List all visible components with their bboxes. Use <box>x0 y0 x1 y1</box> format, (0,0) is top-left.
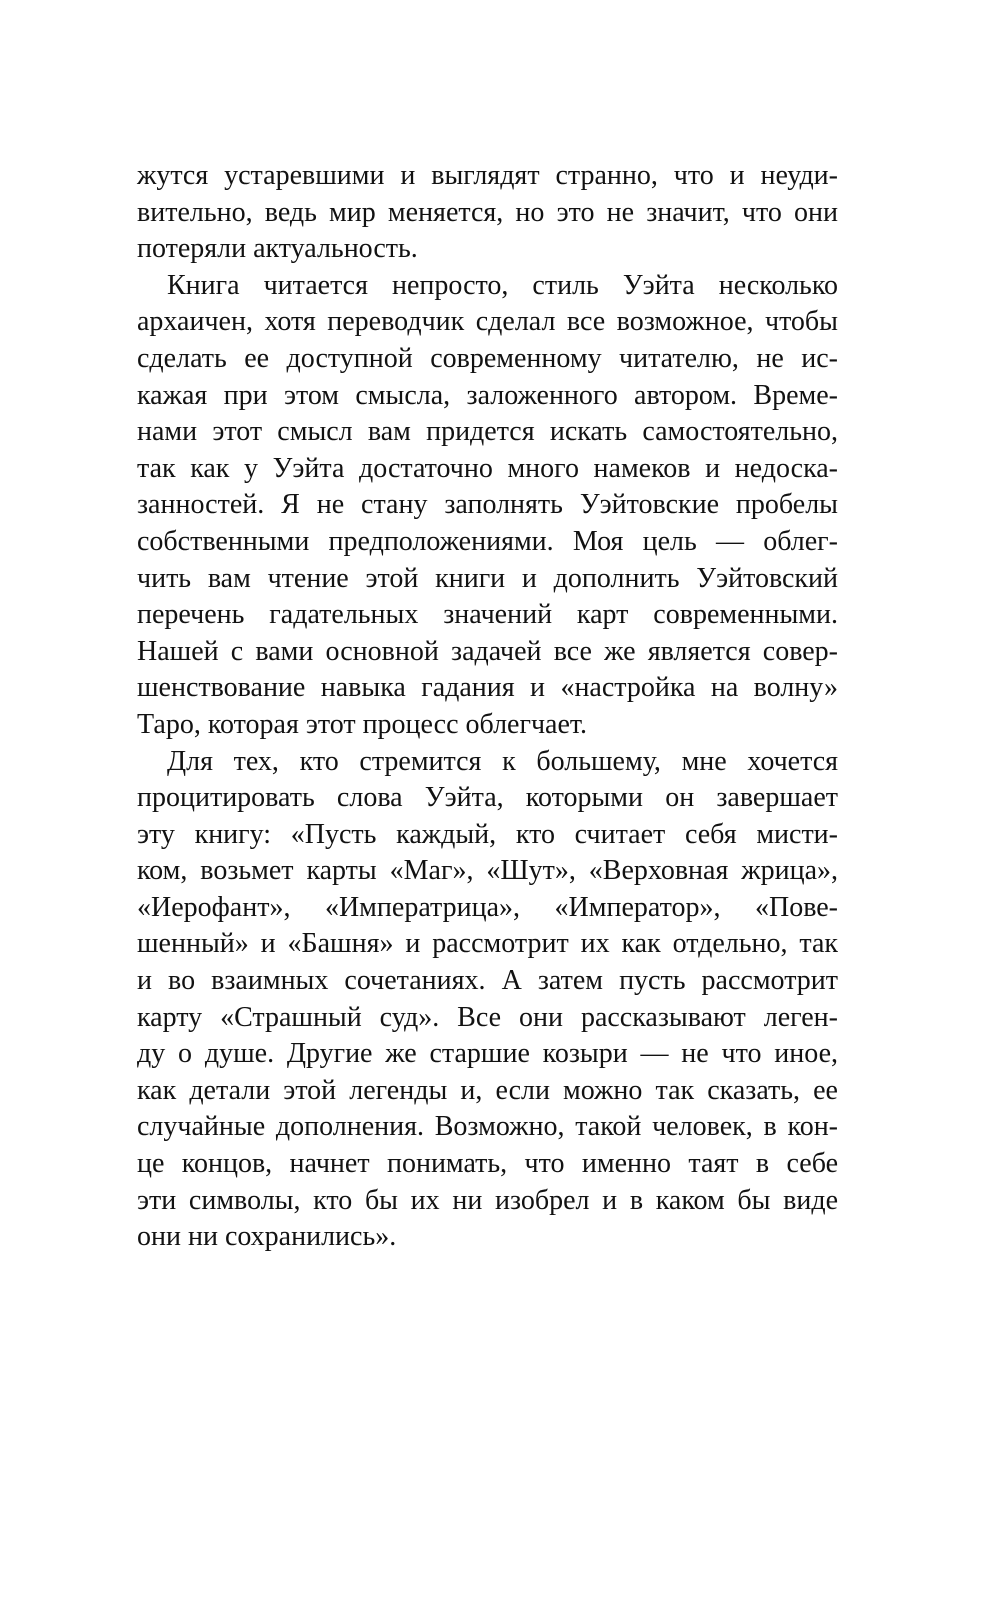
text-line: чить вам чтение этой книги и дополнить Уэйтовский <box>137 562 838 594</box>
text-line: Таро, которая этот процесс облегчает. <box>137 708 588 740</box>
text-line: вительно, ведь мир меняется, но это не значит, что они <box>137 196 838 228</box>
text-line: шенствование навыка гадания и «настройка на волну» <box>137 672 838 704</box>
text-line: Для тех, кто стремится к большему, мне хочется <box>167 745 838 777</box>
text-line: эту книгу: «Пусть каждый, кто считает себя мисти- <box>137 818 838 850</box>
text-line: жутся устаревшими и выглядят странно, что и неуди- <box>137 160 838 191</box>
text-line: случайные дополнения. Возможно, такой человек, в кон- <box>137 1111 838 1143</box>
text-line: «Иерофант», «Императрица», «Император», «Пове- <box>137 891 838 923</box>
text-line: так как у Уэйта достаточно много намеков и недоска- <box>137 452 838 484</box>
text-line: шенный» и «Башня» и рассмотрит их как отдельно, так <box>137 928 838 960</box>
text-line: собственными предположениями. Моя цель — облег- <box>137 525 838 557</box>
text-line: эти символы, кто бы их ни изобрел и в каком бы виде <box>137 1184 838 1216</box>
text-column <box>137 158 838 1256</box>
text-line: нами этот смысл вам придется искать самостоятельно, <box>137 416 838 448</box>
text-line: и во взаимных сочетаниях. А затем пусть рассмотрит <box>137 965 838 997</box>
text-line: це концов, начнет понимать, что именно таят в себе <box>137 1148 838 1180</box>
text-line: сделать ее доступной современному читателю, не ис- <box>137 342 838 374</box>
text-line: как детали этой легенды и, если можно так сказать, ее <box>137 1074 838 1106</box>
text-line: кажая при этом смысла, заложенного автором. Време- <box>137 379 838 411</box>
text-line: потеряли актуальность. <box>137 233 418 265</box>
text-line: Нашей с вами основной задачей все же является совер- <box>137 635 838 667</box>
text-line: занностей. Я не стану заполнять Уэйтовские пробелы <box>137 489 838 521</box>
text-line: они ни сохранились». <box>137 1221 397 1253</box>
text-line: ком, возьмет карты «Маг», «Шут», «Верховная жрица», <box>137 855 838 887</box>
text-line: архаичен, хотя переводчик сделал все возможное, чтобы <box>137 306 838 338</box>
text-line: процитировать слова Уэйта, которыми он завершает <box>137 782 838 814</box>
text-line: Книга читается непросто, стиль Уэйта несколько <box>167 269 838 301</box>
text-line: карту «Страшный суд». Все они рассказывают леген- <box>137 1001 838 1033</box>
text-line: ду о душе. Другие же старшие козыри — не что иное, <box>137 1038 838 1070</box>
text-line: перечень гадательных значений карт современными. <box>137 599 838 631</box>
